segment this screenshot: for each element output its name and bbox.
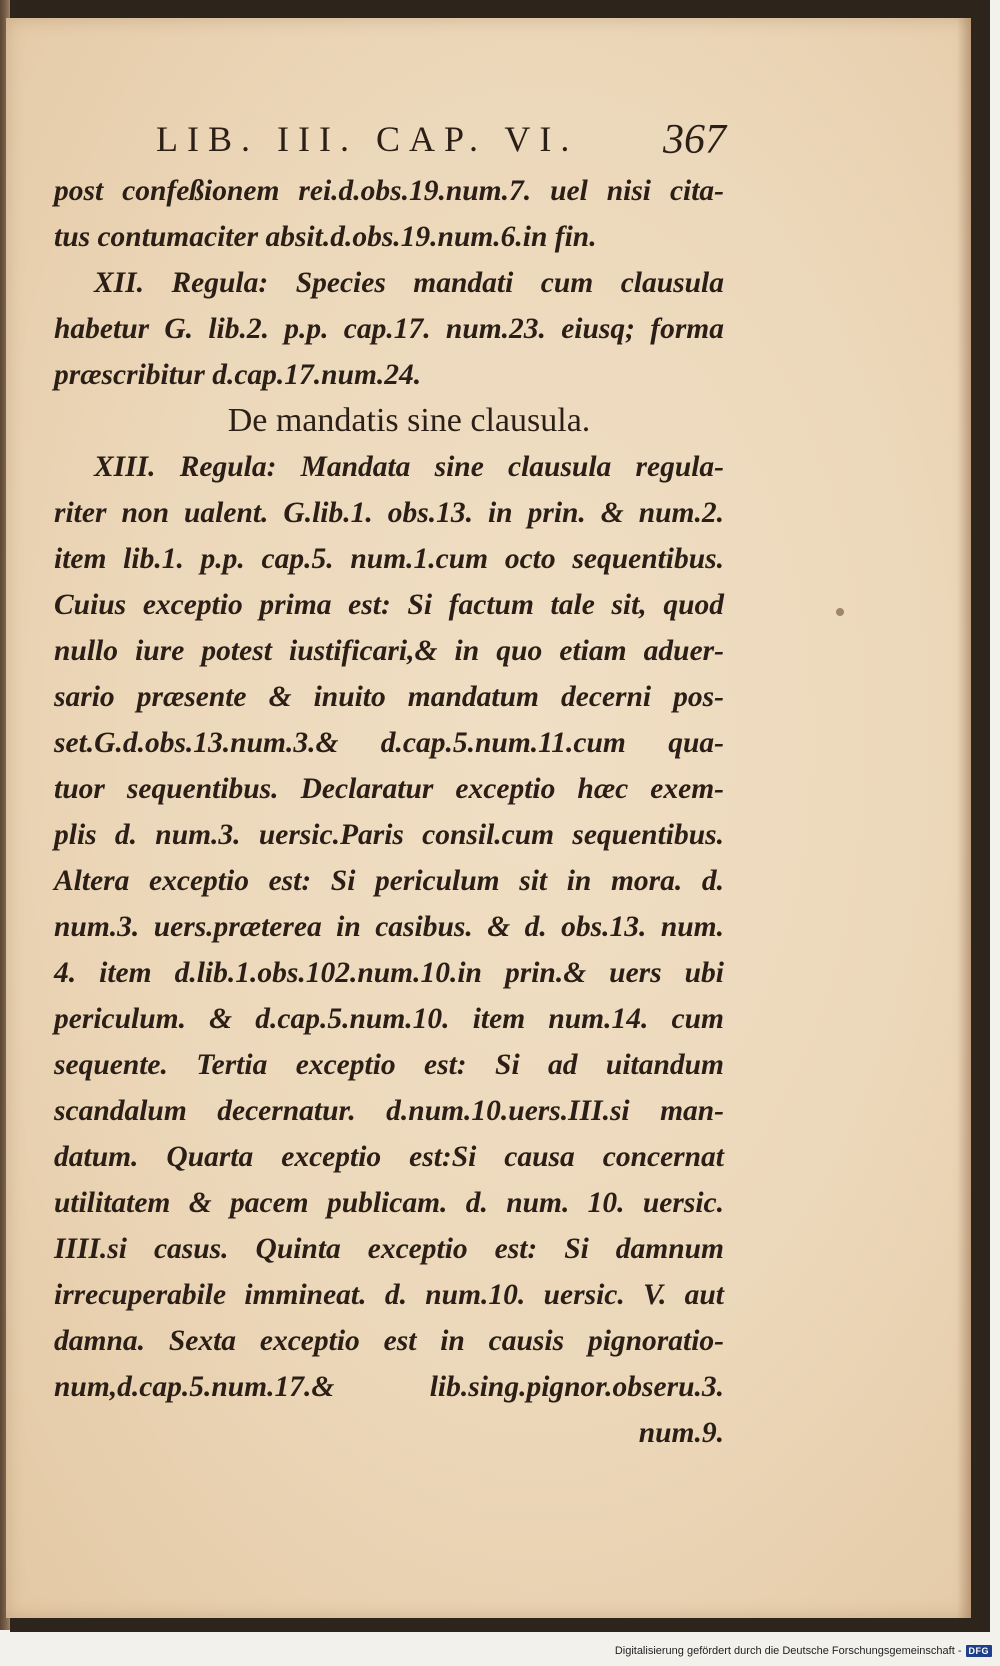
text-line: Altera exceptio est: Si periculum sit in mora. d.: [54, 865, 724, 897]
text-line: irrecuperabile immineat. d. num.10. uersic. V. aut: [54, 1279, 724, 1311]
section-heading: De mandatis sine clausula.: [227, 402, 591, 439]
body-text: [54, 168, 724, 1456]
text-line: XII. Regula: Species mandati cum clausula: [94, 267, 724, 299]
text-line: num.3. uers.præterea in casibus. & d. obs.13. num.: [54, 911, 724, 943]
credit-text: Digitalisierung gefördert durch die Deutsche Forschungsgemeinschaft -: [614, 1645, 962, 1657]
book-page: [6, 18, 971, 1618]
text-line: sequente. Tertia exceptio est: Si ad uitandum: [54, 1049, 724, 1081]
text-line: 4. item d.lib.1.obs.102.num.10.in prin.& uers ubi: [54, 957, 724, 989]
text-line: XIII. Regula: Mandata sine clausula regula-: [94, 451, 724, 483]
text-line: num,d.cap.5.num.17.& lib.sing.pignor.obseru.3.: [54, 1371, 724, 1403]
text-line: Cuius exceptio prima est: Si factum tale sit, quod: [54, 589, 724, 621]
text-line: præscribitur d.cap.17.num.24.: [54, 359, 422, 391]
text-line: damna. Sexta exceptio est in causis pignoratio-: [54, 1325, 724, 1357]
text-line: nullo iure potest iustificari,& in quo etiam aduer-: [54, 635, 724, 667]
dfg-logo-icon: DFG: [966, 1645, 993, 1657]
text-line: num.9.: [638, 1417, 724, 1449]
text-line: IIII.si casus. Quinta exceptio est: Si damnum: [54, 1233, 724, 1265]
text-line: plis d. num.3. uersic.Paris consil.cum sequentibus.: [54, 819, 724, 851]
text-line: tuor sequentibus. Declaratur exceptio hæc exem-: [54, 773, 724, 805]
text-line: riter non ualent. G.lib.1. obs.13. in prin. & num.2.: [54, 497, 724, 529]
running-head: [156, 118, 726, 168]
text-line: scandalum decernatur. d.num.10.uers.III.si man-: [54, 1095, 724, 1127]
digitization-credit: [615, 1642, 992, 1660]
ink-smudge: [836, 608, 844, 616]
text-line: periculum. & d.cap.5.num.10. item num.14. cum: [54, 1003, 724, 1035]
text-line: sario præsente & inuito mandatum decerni pos-: [54, 681, 724, 713]
text-line: utilitatem & pacem publicam. d. num. 10. uersic.: [54, 1187, 724, 1219]
running-head-title: LIB. III. CAP. VI.: [156, 119, 579, 159]
text-line: post confeßionem rei.d.obs.19.num.7. uel nisi cita-: [54, 175, 724, 207]
text-line: set.G.d.obs.13.num.3.& d.cap.5.num.11.cum qua-: [54, 727, 724, 759]
text-line: item lib.1. p.p. cap.5. num.1.cum octo sequentibus.: [54, 543, 724, 575]
text-line: datum. Quarta exceptio est:Si causa concernat: [54, 1141, 724, 1173]
text-line: tus contumaciter absit.d.obs.19.num.6.in fin.: [54, 221, 597, 253]
page-number: 367: [663, 117, 726, 163]
text-line: habetur G. lib.2. p.p. cap.17. num.23. eiusq; forma: [54, 313, 724, 345]
